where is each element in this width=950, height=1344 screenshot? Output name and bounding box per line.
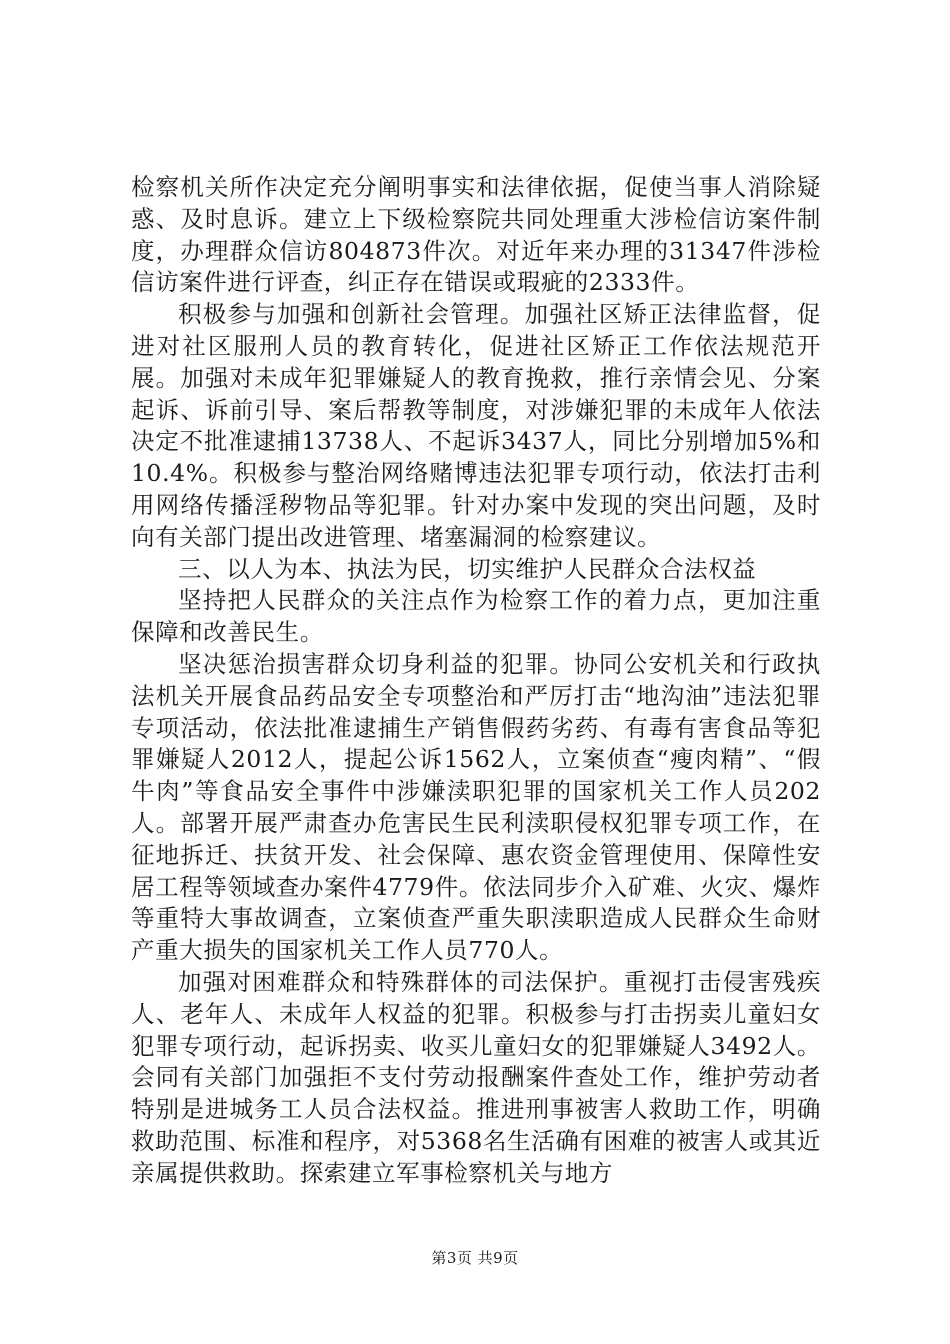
document-body xyxy=(131,172,821,1190)
paragraph-social-management: 积极参与加强和创新社会管理。加强社区矫正法律监督，促进对社区服刑人员的教育转化，促进社区矫正工作依法规范开展。加强对未成年犯罪嫌疑人的教育挽救，推行亲情会见、分案起诉、诉前引导、案后帮教等制度，对涉嫌犯罪的未成年人依法决定不批准逮捕13738人、不起诉3437人，同比分别增加5%和10.4%。积极参与整治网络赌博违法犯罪专项行动，依法打击利用网络传播淫秽物品等犯罪。针对办案中发现的突出问题，及时向有关部门提出改进管理、堵塞漏洞的检察建议。 xyxy=(131,300,821,551)
paragraph-livelihood-intro: 坚持把人民群众的关注点作为检察工作的着力点，更加注重保障和改善民生。 xyxy=(131,586,821,647)
page-number-footer: 第3页 共9页 xyxy=(431,1249,519,1267)
paragraph-petition-handling: 检察机关所作决定充分阐明事实和法律依据，促使当事人消除疑惑、及时息诉。建立上下级检察院共同处理重大涉检信访案件制度，办理群众信访804873件次。对近年来办理的31347件涉检信访案件进行评查，纠正存在错误或瑕疵的2333件。 xyxy=(131,173,821,297)
paragraph-vulnerable-groups: 加强对困难群众和特殊群体的司法保护。重视打击侵害残疾人、老年人、未成年人权益的犯罪。积极参与打击拐卖儿童妇女犯罪专项行动，起诉拐卖、收买儿童妇女的犯罪嫌疑人3492人。会同有关部门加强拒不支付劳动报酬案件查处工作，维护劳动者特别是进城务工人员合法权益。推进刑事被害人救助工作，明确救助范围、标准和程序，对5368名生活确有困难的被害人或其近亲属提供救助。探索建立军事检察机关与地方 xyxy=(131,967,821,1187)
section-heading-people-first: 三、以人为本、执法为民，切实维护人民群众合法权益 xyxy=(178,554,757,583)
paragraph-crimes-against-public: 坚决惩治损害群众切身利益的犯罪。协同公安机关和行政执法机关开展食品药品安全专项整治和严厉打击“地沟油”违法犯罪专项活动，依法批准逮捕生产销售假药劣药、有毒有害食品等犯罪嫌疑人2012人，提起公诉1562人，立案侦查“瘦肉精”、“假牛肉”等食品安全事件中涉嫌渎职犯罪的国家机关工作人员202人。部署开展严肃查办危害民生民利渎职侵权犯罪专项工作，在征地拆迁、扶贫开发、社会保障、惠农资金管理使用、保障性安居工程等领域查办案件4779件。依法同步介入矿难、火灾、爆炸等重特大事故调查，立案侦查严重失职渎职造成人民群众生命财产重大损失的国家机关工作人员770人。 xyxy=(131,649,821,965)
